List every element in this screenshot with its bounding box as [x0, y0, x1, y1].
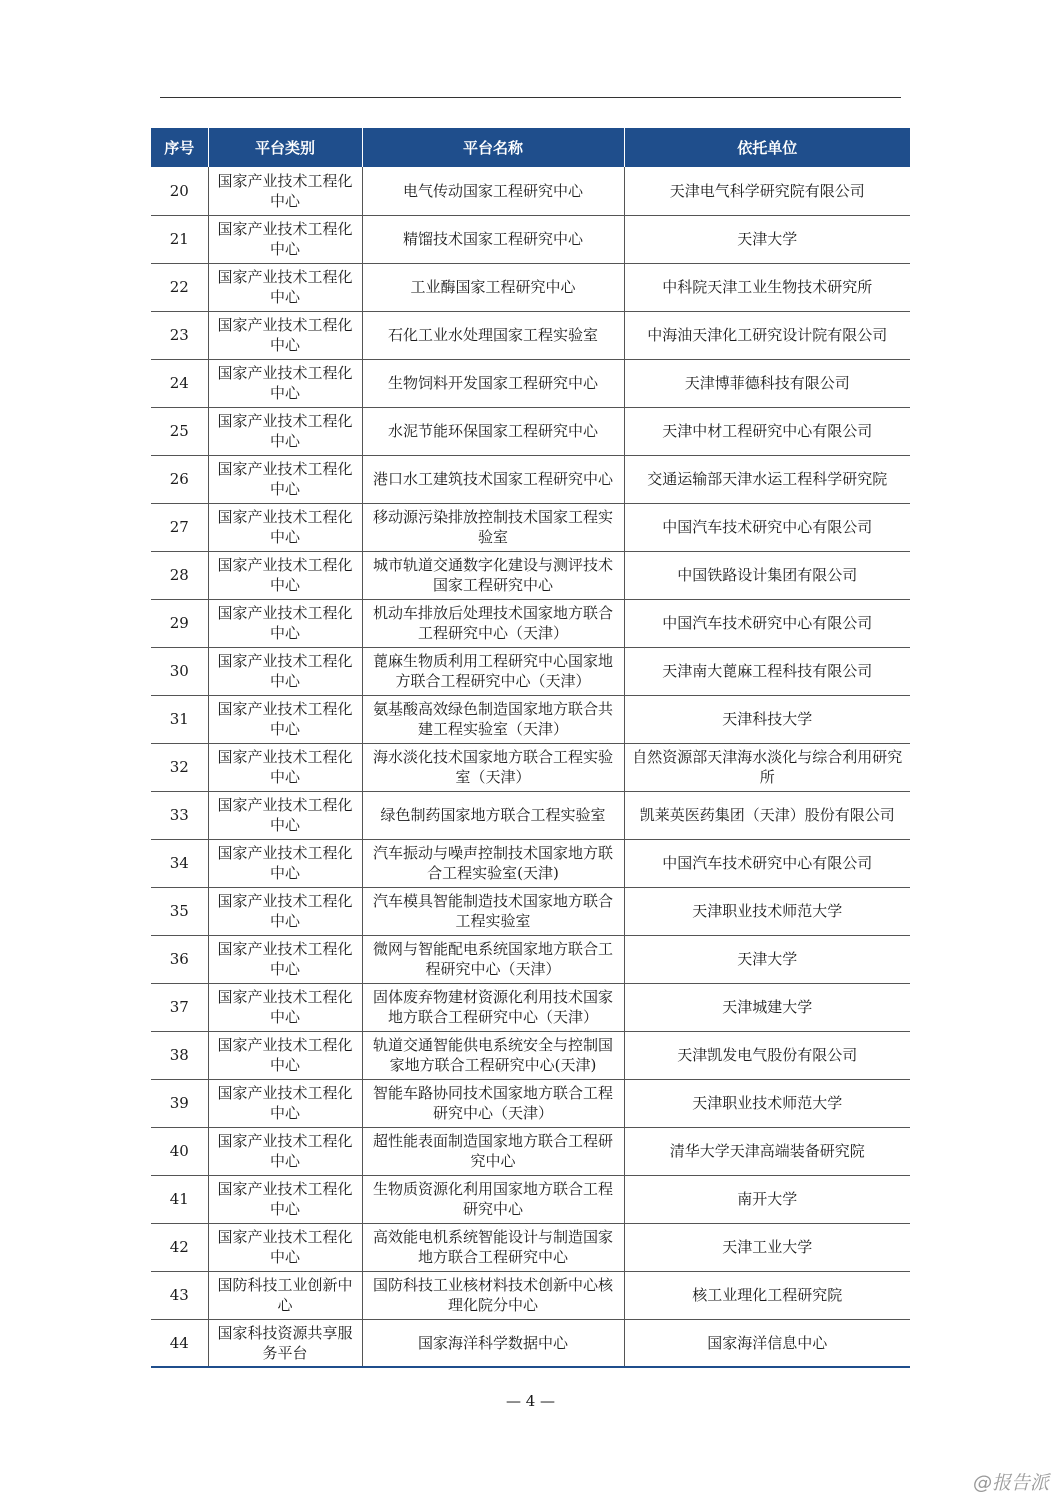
- row-platform-name: 汽车模具智能制造技术国家地方联合工程实验室: [362, 887, 624, 935]
- row-platform-name: 国防科技工业核材料技术创新中心核理化院分中心: [362, 1271, 624, 1319]
- row-platform-category: 国家产业技术工程化中心: [208, 935, 362, 983]
- platform-table: [151, 128, 910, 1367]
- row-host-organization: 天津大学: [624, 935, 910, 983]
- row-platform-category: 国家产业技术工程化中心: [208, 407, 362, 455]
- table-row: [151, 167, 910, 215]
- table-row: [151, 503, 910, 551]
- row-platform-category: 国家产业技术工程化中心: [208, 551, 362, 599]
- row-platform-name: 国家海洋科学数据中心: [362, 1319, 624, 1367]
- row-index: 23: [151, 311, 208, 359]
- row-platform-category: 国家产业技术工程化中心: [208, 1223, 362, 1271]
- row-index: 41: [151, 1175, 208, 1223]
- row-platform-name: 蓖麻生物质利用工程研究中心国家地方联合工程研究中心（天津）: [362, 647, 624, 695]
- row-index: 24: [151, 359, 208, 407]
- table-body: [151, 167, 910, 1367]
- row-platform-name: 生物饲料开发国家工程研究中心: [362, 359, 624, 407]
- table-row: [151, 407, 910, 455]
- row-host-organization: 天津博菲德科技有限公司: [624, 359, 910, 407]
- row-host-organization: 天津科技大学: [624, 695, 910, 743]
- row-index: 42: [151, 1223, 208, 1271]
- row-index: 20: [169, 181, 189, 200]
- row-platform-name: 绿色制药国家地方联合工程实验室: [362, 791, 624, 839]
- row-index: 32: [151, 743, 208, 791]
- row-host-organization: 中国汽车技术研究中心有限公司: [624, 503, 910, 551]
- row-platform-name: 固体废弃物建材资源化利用技术国家地方联合工程研究中心（天津）: [362, 983, 624, 1031]
- row-platform-name: 精馏技术国家工程研究中心: [362, 215, 624, 263]
- row-host-organization: 天津电气科学研究院有限公司: [624, 167, 910, 215]
- row-platform-name: 机动车排放后处理技术国家地方联合工程研究中心（天津）: [362, 599, 624, 647]
- row-index: 26: [151, 455, 208, 503]
- row-index: 35: [151, 887, 208, 935]
- row-host-organization: 中科院天津工业生物技术研究所: [624, 263, 910, 311]
- row-host-organization: 天津大学: [624, 215, 910, 263]
- row-host-organization: 天津南大蓖麻工程科技有限公司: [624, 647, 910, 695]
- row-host-organization: 核工业理化工程研究院: [624, 1271, 910, 1319]
- row-index: 40: [151, 1127, 208, 1175]
- row-platform-name: 港口水工建筑技术国家工程研究中心: [362, 455, 624, 503]
- row-index: 31: [151, 695, 208, 743]
- row-index: 36: [151, 935, 208, 983]
- table-row: [151, 791, 910, 839]
- row-platform-name: 高效能电机系统智能设计与制造国家地方联合工程研究中心: [362, 1223, 624, 1271]
- table-row: [151, 1271, 910, 1319]
- table-row: [151, 1079, 910, 1127]
- row-index: 29: [151, 599, 208, 647]
- row-platform-category: 国家产业技术工程化中心: [208, 1031, 362, 1079]
- row-index: 44: [151, 1319, 208, 1367]
- table-row: [151, 1175, 910, 1223]
- header-platform-name: 平台名称: [362, 128, 624, 167]
- row-index: 28: [151, 551, 208, 599]
- table-row: [151, 839, 910, 887]
- table-row: [151, 455, 910, 503]
- header-index: 序号: [151, 128, 208, 167]
- table-row: [151, 215, 910, 263]
- row-host-organization: 天津中材工程研究中心有限公司: [624, 407, 910, 455]
- row-platform-category: 国家产业技术工程化中心: [208, 503, 362, 551]
- row-platform-category: 国家产业技术工程化中心: [208, 887, 362, 935]
- table-row: [151, 983, 910, 1031]
- row-platform-category: 国家产业技术工程化中心: [208, 695, 362, 743]
- row-platform-category: 国家产业技术工程化中心: [208, 1079, 362, 1127]
- row-platform-category: 国家产业技术工程化中心: [208, 743, 362, 791]
- platform-table-container: [151, 128, 910, 1367]
- row-platform-category: 国家产业技术工程化中心: [208, 1127, 362, 1175]
- header-host-organization: 依托单位: [624, 128, 910, 167]
- row-index: 37: [151, 983, 208, 1031]
- table-row: [151, 263, 910, 311]
- row-index: 38: [151, 1031, 208, 1079]
- row-host-organization: 凯莱英医药集团（天津）股份有限公司: [624, 791, 910, 839]
- row-platform-name: 石化工业水处理国家工程实验室: [362, 311, 624, 359]
- row-index: 22: [151, 263, 208, 311]
- row-platform-category: 国家科技资源共享服务平台: [208, 1319, 362, 1367]
- row-platform-name: 氨基酸高效绿色制造国家地方联合共建工程实验室（天津）: [362, 695, 624, 743]
- row-host-organization: 中国铁路设计集团有限公司: [624, 551, 910, 599]
- row-index: 43: [151, 1271, 208, 1319]
- row-platform-category: 国防科技工业创新中心: [208, 1271, 362, 1319]
- row-platform-name: 移动源污染排放控制技术国家工程实验室: [362, 503, 624, 551]
- row-platform-category: 国家产业技术工程化中心: [208, 983, 362, 1031]
- row-platform-category: 国家产业技术工程化中心: [208, 791, 362, 839]
- watermark: @报告派: [972, 1472, 1049, 1494]
- row-platform-name: 汽车振动与噪声控制技术国家地方联合工程实验室(天津): [362, 839, 624, 887]
- table-bottom-rule: [151, 1366, 910, 1368]
- row-index: 30: [151, 647, 208, 695]
- row-host-organization: 中海油天津化工研究设计院有限公司: [624, 311, 910, 359]
- table-row: [151, 599, 910, 647]
- table-row: [151, 1319, 910, 1367]
- row-platform-name: 电气传动国家工程研究中心: [362, 167, 624, 215]
- row-index: 33: [151, 791, 208, 839]
- table-row: [151, 647, 910, 695]
- row-index: 34: [151, 839, 208, 887]
- table-row: [151, 359, 910, 407]
- row-platform-name: 超性能表面制造国家地方联合工程研究中心: [362, 1127, 624, 1175]
- table-row: [151, 311, 910, 359]
- row-host-organization: 清华大学天津高端装备研究院: [624, 1127, 910, 1175]
- row-host-organization: 天津城建大学: [624, 983, 910, 1031]
- header-rule: [160, 97, 901, 98]
- row-host-organization: 天津职业技术师范大学: [624, 1079, 910, 1127]
- row-platform-name: 智能车路协同技术国家地方联合工程研究中心（天津）: [362, 1079, 624, 1127]
- row-platform-category: 国家产业技术工程化中心: [208, 1175, 362, 1223]
- row-host-organization: 天津凯发电气股份有限公司: [624, 1031, 910, 1079]
- row-index: 25: [151, 407, 208, 455]
- table-header-row: [151, 128, 910, 167]
- row-platform-category: 国家产业技术工程化中心: [208, 599, 362, 647]
- row-index: 21: [151, 215, 208, 263]
- row-host-organization: 中国汽车技术研究中心有限公司: [624, 839, 910, 887]
- row-platform-name: 水泥节能环保国家工程研究中心: [362, 407, 624, 455]
- row-host-organization: 南开大学: [624, 1175, 910, 1223]
- row-platform-name: 轨道交通智能供电系统安全与控制国家地方联合工程研究中心(天津): [362, 1031, 624, 1079]
- table-row: [151, 695, 910, 743]
- table-row: [151, 551, 910, 599]
- row-platform-name: 海水淡化技术国家地方联合工程实验室（天津）: [362, 743, 624, 791]
- row-platform-category: 国家产业技术工程化中心: [208, 359, 362, 407]
- row-index: 39: [151, 1079, 208, 1127]
- page-number: — 4 —: [505, 1392, 556, 1410]
- table-row: [151, 1127, 910, 1175]
- row-index: 27: [151, 503, 208, 551]
- row-host-organization: 交通运输部天津水运工程科学研究院: [624, 455, 910, 503]
- row-platform-category: 国家产业技术工程化中心: [208, 647, 362, 695]
- row-platform-name: 城市轨道交通数字化建设与测评技术国家工程研究中心: [362, 551, 624, 599]
- row-host-organization: 自然资源部天津海水淡化与综合利用研究所: [624, 743, 910, 791]
- table-row: [151, 887, 910, 935]
- row-platform-name: 微网与智能配电系统国家地方联合工程研究中心（天津）: [362, 935, 624, 983]
- table-row: [151, 935, 910, 983]
- row-host-organization: 天津职业技术师范大学: [624, 887, 910, 935]
- row-platform-name: 工业酶国家工程研究中心: [362, 263, 624, 311]
- row-platform-category: 国家产业技术工程化中心: [208, 311, 362, 359]
- row-host-organization: 天津工业大学: [624, 1223, 910, 1271]
- header-platform-category: 平台类别: [208, 128, 362, 167]
- row-platform-category: 国家产业技术工程化中心: [208, 167, 362, 215]
- row-platform-category: 国家产业技术工程化中心: [208, 839, 362, 887]
- row-platform-category: 国家产业技术工程化中心: [208, 215, 362, 263]
- row-host-organization: 国家海洋信息中心: [624, 1319, 910, 1367]
- row-platform-category: 国家产业技术工程化中心: [208, 455, 362, 503]
- table-row: [151, 743, 910, 791]
- row-platform-name: 生物质资源化利用国家地方联合工程研究中心: [362, 1175, 624, 1223]
- table-row: [151, 1223, 910, 1271]
- row-platform-category: 国家产业技术工程化中心: [208, 263, 362, 311]
- table-row: [151, 1031, 910, 1079]
- row-host-organization: 中国汽车技术研究中心有限公司: [624, 599, 910, 647]
